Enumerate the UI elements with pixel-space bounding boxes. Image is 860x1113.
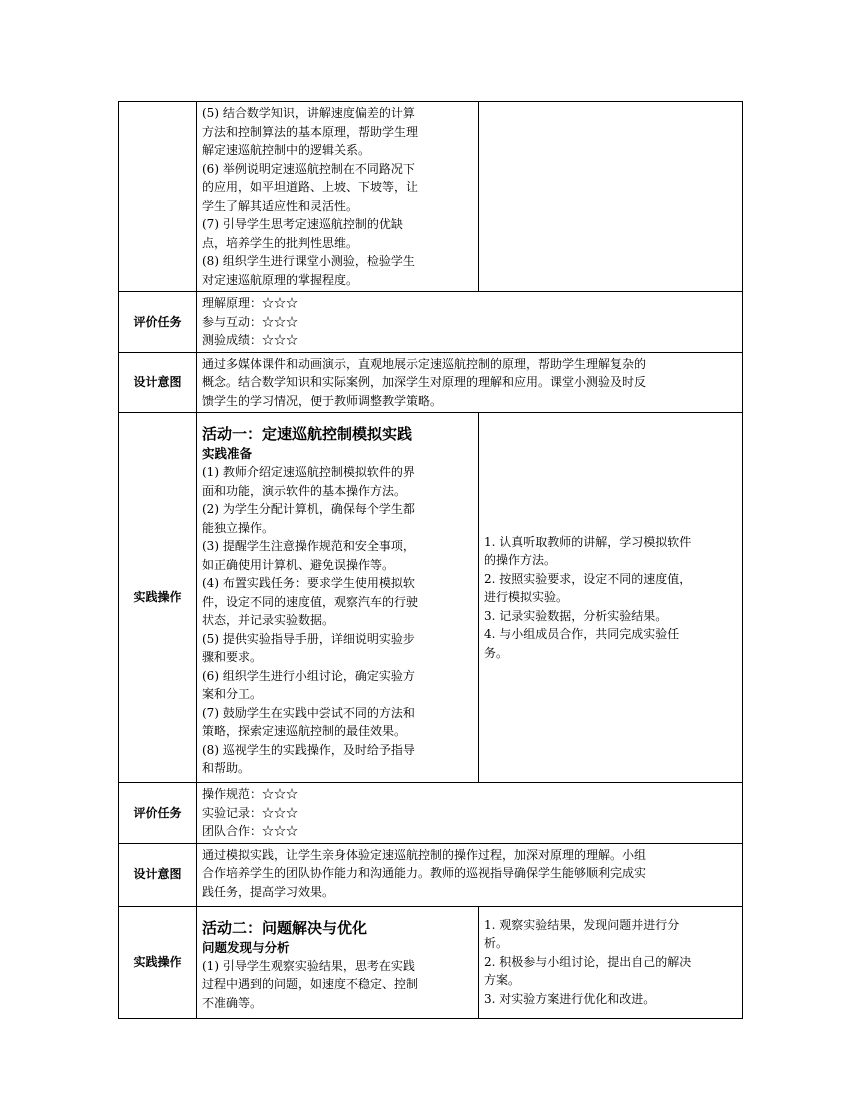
lesson-plan-table (118, 101, 743, 1019)
text-line: 合作培养学生的团队协作能力和沟通能力。教师的巡视指导确保学生能够顺利完成实 (202, 866, 647, 880)
text-line: (4) 布置实践任务：要求学生使用模拟软 (202, 576, 415, 590)
text-line: (1) 教师介绍定速巡航控制模拟软件的界 (202, 465, 415, 479)
evaluation-item: 操作规范：☆☆☆ (202, 787, 299, 801)
text-line: 通过模拟实践，让学生亲身体验定速巡航控制的操作过程，加深对原理的理解。小组 (202, 847, 647, 862)
text-line: 践任务，提高学习效果。 (202, 884, 335, 899)
text-line: 1. 观察实验结果，发现问题并进行分 (484, 917, 680, 932)
activity-title: 活动二：问题解决与优化 (202, 918, 368, 937)
text-line: 析。 (484, 936, 509, 951)
evaluation-item: 团队合作：☆☆☆ (202, 824, 299, 838)
table-row (119, 102, 743, 292)
text-line: 和帮助。 (202, 761, 251, 775)
text-line: (5) 提供实验指导手册，详细说明实验步 (202, 631, 415, 646)
row-label: 实践操作 (119, 906, 197, 1018)
table-row (119, 783, 743, 844)
text-line: 能独立操作。 (202, 520, 275, 535)
design-intent-cell (197, 352, 743, 413)
text-line: 进行模拟实验。 (484, 590, 569, 605)
student-activity-cell (479, 906, 743, 1018)
section-subtitle: 实践准备 (202, 446, 253, 461)
row-label: 设计意图 (119, 352, 197, 413)
text-line: 状态，并记录实验数据。 (202, 613, 335, 627)
text-line: 对定速巡航原理的掌握程度。 (202, 272, 359, 287)
text-line: (8) 巡视学生的实践操作，及时给予指导 (202, 742, 415, 757)
design-intent-cell (197, 843, 743, 906)
text-line: 方案。 (484, 973, 521, 988)
text-line: 案和分工。 (202, 687, 263, 701)
evaluation-item: 参与互动：☆☆☆ (202, 314, 299, 329)
row-label: 评价任务 (119, 292, 197, 353)
text-line: 概念。结合数学知识和实际案例，加深学生对原理的理解和应用。课堂小测验及时反 (202, 375, 647, 389)
text-line: 3. 对实验方案进行优化和改进。 (484, 991, 656, 1006)
text-line: 如正确使用计算机、避免误操作等。 (202, 557, 395, 572)
text-line: (3) 提醒学生注意操作规范和安全事项， (202, 539, 415, 553)
row-label: 实践操作 (119, 413, 197, 783)
text-line: 1. 认真听取教师的讲解，学习模拟软件 (484, 534, 692, 549)
student-activity-cell (479, 413, 743, 783)
student-activity-cell (479, 102, 743, 292)
text-line: 点，培养学生的批判性思维。 (202, 235, 359, 250)
text-line: 件，设定不同的速度值，观察汽车的行驶 (202, 594, 419, 609)
text-line: (1) 引导学生观察实验结果，思考在实践 (202, 958, 415, 973)
teacher-activity-cell (197, 413, 479, 783)
text-line: (7) 鼓励学生在实践中尝试不同的方法和 (202, 705, 415, 720)
text-line: (6) 举例说明定速巡航控制在不同路况下 (202, 161, 415, 176)
text-line: 方法和控制算法的基本原理，帮助学生理 (202, 124, 419, 139)
evaluation-item: 实验记录：☆☆☆ (202, 805, 299, 820)
text-line: 面和功能，演示软件的基本操作方法。 (202, 483, 407, 498)
evaluation-item: 测验成绩：☆☆☆ (202, 333, 299, 347)
row-label-empty (119, 102, 197, 292)
text-line: 3. 记录实验数据，分析实验结果。 (484, 608, 668, 623)
row-label: 设计意图 (119, 843, 197, 906)
text-line: 通过多媒体课件和动画演示，直观地展示定速巡航控制的原理，帮助学生理解复杂的 (202, 356, 647, 371)
text-line: 2. 按照实验要求，设定不同的速度值， (484, 571, 692, 586)
text-line: (8) 组织学生进行课堂小测验，检验学生 (202, 254, 415, 268)
evaluation-cell (197, 783, 743, 844)
text-line: (7) 引导学生思考定速巡航控制的优缺 (202, 217, 403, 231)
table-row (119, 292, 743, 353)
activity-title: 活动一：定速巡航控制模拟实践 (202, 425, 413, 443)
text-line: 不准确等。 (202, 995, 263, 1010)
evaluation-cell (197, 292, 743, 353)
text-line: (2) 为学生分配计算机，确保每个学生都 (202, 502, 415, 516)
text-line: 2. 积极参与小组讨论，提出自己的解决 (484, 954, 692, 969)
text-line: 策略，探索定速巡航控制的最佳效果。 (202, 724, 407, 738)
text-line: 4. 与小组成员合作，共同完成实验任 (484, 627, 680, 642)
text-line: 骤和要求。 (202, 650, 263, 664)
table-row (119, 843, 743, 906)
text-line: 务。 (484, 645, 509, 660)
text-line: 过程中遇到的问题，如速度不稳定、控制 (202, 977, 419, 991)
teacher-activity-cell (197, 906, 479, 1018)
row-label: 评价任务 (119, 783, 197, 844)
teacher-activity-cell (197, 102, 479, 292)
table-row (119, 413, 743, 783)
text-line: 学生了解其适应性和灵活性。 (202, 198, 359, 213)
section-subtitle: 问题发现与分析 (202, 939, 290, 955)
text-line: 的操作方法。 (484, 553, 557, 568)
text-line: 的应用，如平坦道路、上坡、下坡等，让 (202, 180, 419, 194)
table-row (119, 906, 743, 1018)
text-line: (6) 组织学生进行小组讨论，确定实验方 (202, 668, 415, 683)
evaluation-item: 理解原理：☆☆☆ (202, 296, 299, 310)
text-line: 解定速巡航控制中的逻辑关系。 (202, 143, 371, 157)
table-row (119, 352, 743, 413)
text-line: 馈学生的学习情况，便于教师调整教学策略。 (202, 393, 443, 408)
text-line: (5) 结合数学知识，讲解速度偏差的计算 (202, 106, 415, 120)
